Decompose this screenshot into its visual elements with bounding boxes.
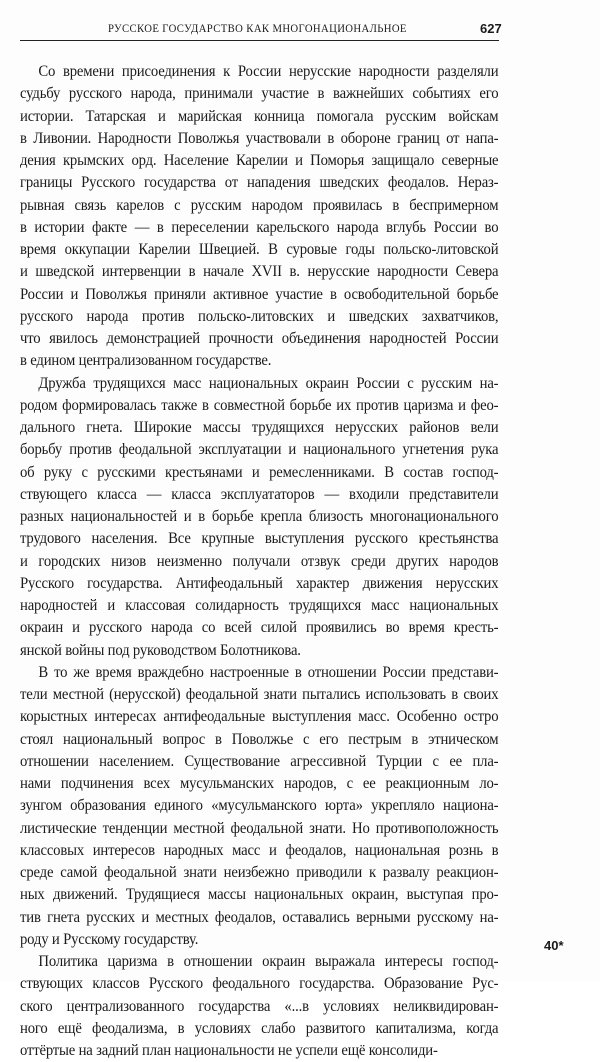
text-line: ного ещё феодализма, в условиях слабо развитого капитализма, когда xyxy=(20,1019,499,1037)
header-rule xyxy=(20,40,499,41)
text-line: народностей и классовая солидарность трудящихся масс национальных xyxy=(20,597,499,614)
text-line: ствующего класса — класса эксплуататоров — входили представители xyxy=(20,485,499,503)
text-line: В то же время враждебно настроенные в отношении России представи- xyxy=(38,663,499,681)
text-line: Политика царизма в отношении окраин выражала интересы господ- xyxy=(38,953,499,970)
text-line: России и Поволжья приняли активное участие в освободительной борьбе xyxy=(20,285,499,303)
paragraph xyxy=(20,373,498,662)
text-line: в Ливонии. Народности Поволжья участвовали в обороне границ от напа- xyxy=(20,129,499,147)
text-line: борьбу против феодальной эксплуатации и национального угнетения рука xyxy=(20,441,499,459)
text-line: роду и Русскому государству. xyxy=(20,930,199,948)
paragraph xyxy=(20,662,498,951)
text-line: в истории факте — в переселении карельского народа вглубь России во xyxy=(20,218,499,236)
text-line: в едином централизованном государстве. xyxy=(20,352,272,370)
page-number: 627 xyxy=(480,21,502,36)
text-line: дального гнета. Широкие массы трудящихся нерусских районов вели xyxy=(20,419,499,436)
text-line: нами подчинения всех мусульманских народов, с ее реакционным ло- xyxy=(20,775,499,792)
text-line: родом формировалась также в совместной борьбе их против царизма и фео- xyxy=(20,396,499,414)
text-line: Дружба трудящихся масс национальных окраин России с русским на- xyxy=(38,374,499,392)
text-line: янской войны под руководством Болотникова. xyxy=(20,641,301,659)
text-line: зунгом образования единого «мусульманского юрта» укрепляло национа- xyxy=(20,797,499,815)
text-line: окраин и русского народа со всей силой проявились во время кресть- xyxy=(20,619,499,637)
text-line: тели местной (нерусской) феодальной знати пытались использовать в своих xyxy=(20,686,499,703)
text-line: русского народа против польско-литовских и шведских захватчиков, xyxy=(20,307,499,325)
text-line: дения крымских орд. Население Карелии и Поморья защищало северные xyxy=(20,152,499,169)
text-line: рывная связь карелов с русским народом проявилась в беспримерном xyxy=(20,196,499,214)
text-line: разных национальностей и в борьбе крепла близость многонационального xyxy=(20,508,499,525)
paragraph xyxy=(20,61,498,373)
text-line: время оккупации Карелии Швецией. В суровые годы польско-литовской xyxy=(20,241,499,258)
text-line: классовых интересов народных масс и феодалов, национальная рознь в xyxy=(20,841,499,859)
text-line: судьбу русского народа, принимали участие в важнейших событиях его xyxy=(20,85,499,103)
text-line: границы Русского государства от нападения шведских феодалов. Нераз- xyxy=(20,174,499,192)
text-line: Со времени присоединения к России нерусские народности разделяли xyxy=(38,63,499,80)
text-line: ствующих классов Русского феодального государства. Образование Рус- xyxy=(20,975,499,993)
text-line: что явилось демонстрацией прочности объединения народностей России xyxy=(20,330,499,347)
text-line: оттёртые на задний план национальности не успели ещё консолиди- xyxy=(20,1042,438,1059)
text-line: листические тенденции местной феодальной знати. Но противоположность xyxy=(20,819,499,837)
text-line: ных движений. Трудящиеся массы национальных окраин, выступая про- xyxy=(20,886,499,904)
signature-mark: 40* xyxy=(544,938,564,953)
text-line: корыстных интересах антифеодальные выступления масс. Особенно остро xyxy=(20,708,499,726)
text-line: и шведской интервенции в начале XVII в. нерусские народности Севера xyxy=(20,263,499,281)
text-line: об руку с русскими крестьянами и ремесленниками. В состав господ- xyxy=(20,463,499,481)
running-title: РУССКОЕ ГОСУДАРСТВО КАК МНОГОНАЦИОНАЛЬНОЕ xyxy=(108,23,407,35)
text-line: отношении населением. Существование агрессивной Турции с ее пла- xyxy=(20,752,499,770)
text-line: среде самой феодальной знати неизбежно приводили к развалу реакцион- xyxy=(20,864,499,881)
paragraph xyxy=(20,951,498,1062)
text-line: и городских низов неизменно получали отзвук среди других народов xyxy=(20,552,499,570)
text-line: истории. Татарская и марийская конница помогала русским войскам xyxy=(20,107,499,125)
text-line: стоял национальный вопрос в Поволжье с его пестрым в этническом xyxy=(20,730,499,748)
text-line: тив гнета русских и местных феодалов, оставались верными русскому на- xyxy=(20,908,499,926)
text-line: ского централизованного государства «...в условиях неликвидирован- xyxy=(20,997,499,1015)
body-text xyxy=(20,61,498,1062)
text-line: трудового населения. Все крупные выступления русского крестьянства xyxy=(20,530,499,548)
text-line: Русского государства. Антифеодальный характер движения нерусских xyxy=(20,574,499,592)
